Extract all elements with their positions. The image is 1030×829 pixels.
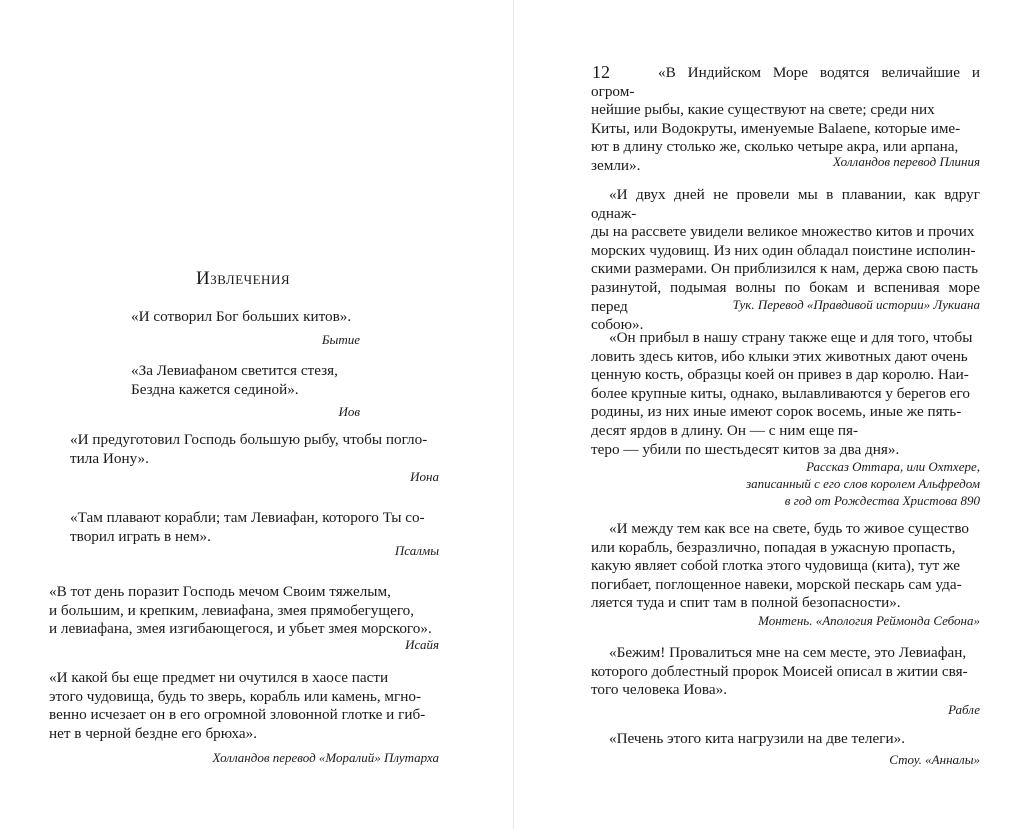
excerpt-attribution: Рабле [948, 702, 980, 717]
excerpt-text: «И двух дней не провели мы в плавании, как вдруг однаж- ды на рассвете увидели великое множество китов и прочих морских чудовищ. Из них один обладал поистине исполин- скими размерами. Он приблизился к нам, держа свою пасть разинутой, подымая волны по бокам и вспенивая море перед собою». [591, 186, 980, 334]
excerpt-text: «В тот день поразит Господь мечом Своим тяжелым, и большим, и крепким, левиафана, змея прямобегущего, и левиафана, змея изгибающегося, и убьет змея морского». [49, 583, 432, 638]
excerpt-text: «В Индийском Море водятся величайшие и огром- нейшие рыбы, какие существуют на свете; среди них Киты, или Водокруты, именуемые Balaene, которые име- ют в длину столько же, сколько четыре акра, или арпана, земли». [591, 64, 980, 174]
excerpt-attribution: Бытие [321, 332, 360, 347]
excerpt-attribution: Тук. Перевод «Правдивой истории» Лукиана [732, 297, 980, 312]
excerpt-text: «И какой бы еще предмет ни очутился в хаосе пасти этого чудовища, будь то зверь, корабль или камень, мгно- венно исчезает он в его огромной зловонной глотке и гиб- нет в черной бездне его брюха». [49, 669, 426, 742]
excerpt-attribution: Холландов перевод «Моралий» Плутарха [212, 750, 439, 765]
excerpt-text: «За Левиафаном светится стезя, Бездна кажется сединой». [131, 362, 338, 398]
left-page [0, 0, 514, 829]
chapter-heading: Извлечения [196, 268, 291, 289]
excerpt-attribution: Стоу. «Анналы» [889, 752, 980, 767]
excerpt-attribution: Монтень. «Апология Реймонда Себона» [758, 613, 980, 628]
excerpt-text: «И предуготовил Господь большую рыбу, чтобы погло- тила Иону». [70, 431, 428, 467]
right-page [514, 0, 1030, 829]
excerpt-text: «Печень этого кита нагрузили на две телеги». [609, 730, 905, 747]
page-number: 12 [592, 62, 610, 82]
excerpt-attribution: Холландов перевод Плиния [833, 154, 980, 169]
excerpt-attribution: Псалмы [394, 543, 439, 558]
excerpt-text: «Бежим! Провалиться мне на сем месте, это Левиафан, которого доблестный пророк Моисей описал в житии свя- того человека Иова». [591, 644, 968, 699]
excerpt-attribution: Иона [410, 469, 439, 484]
excerpt-attribution: Рассказ Оттара, или Охтхере, записанный с его слов королем Альфредом в год от Рождества Христова 890 [746, 459, 980, 508]
excerpt-attribution: Исайя [405, 637, 439, 652]
excerpt-text: «И между тем как все на свете, будь то живое существо или корабль, безразлично, попадая в ужасную пропасть, какую являет собой глотка этого чудовища (кита), тут же погибает, поглощенное навеки, морской пескарь сам уда- ляется туда и спит там в полной безопасности». [591, 520, 969, 612]
excerpt-text: «Он прибыл в нашу страну также еще и для того, чтобы ловить здесь китов, ибо клыки этих животных дают очень ценную кость, образцы коей он привез в дар королю. Наи- более крупные киты, однако, вылавливаются у берегов его родины, из них иные имеют сорок восемь, иные же пять- десят ярдов в длину. Он — с ним еще пя- теро — убили по шестьдесят китов за два дня». [591, 329, 973, 458]
excerpt-attribution: Иов [338, 404, 360, 419]
excerpt-text: «Там плавают корабли; там Левиафан, которого Ты со- творил играть в нем». [70, 509, 425, 545]
excerpt-text: «И сотворил Бог больших китов». [131, 308, 352, 325]
